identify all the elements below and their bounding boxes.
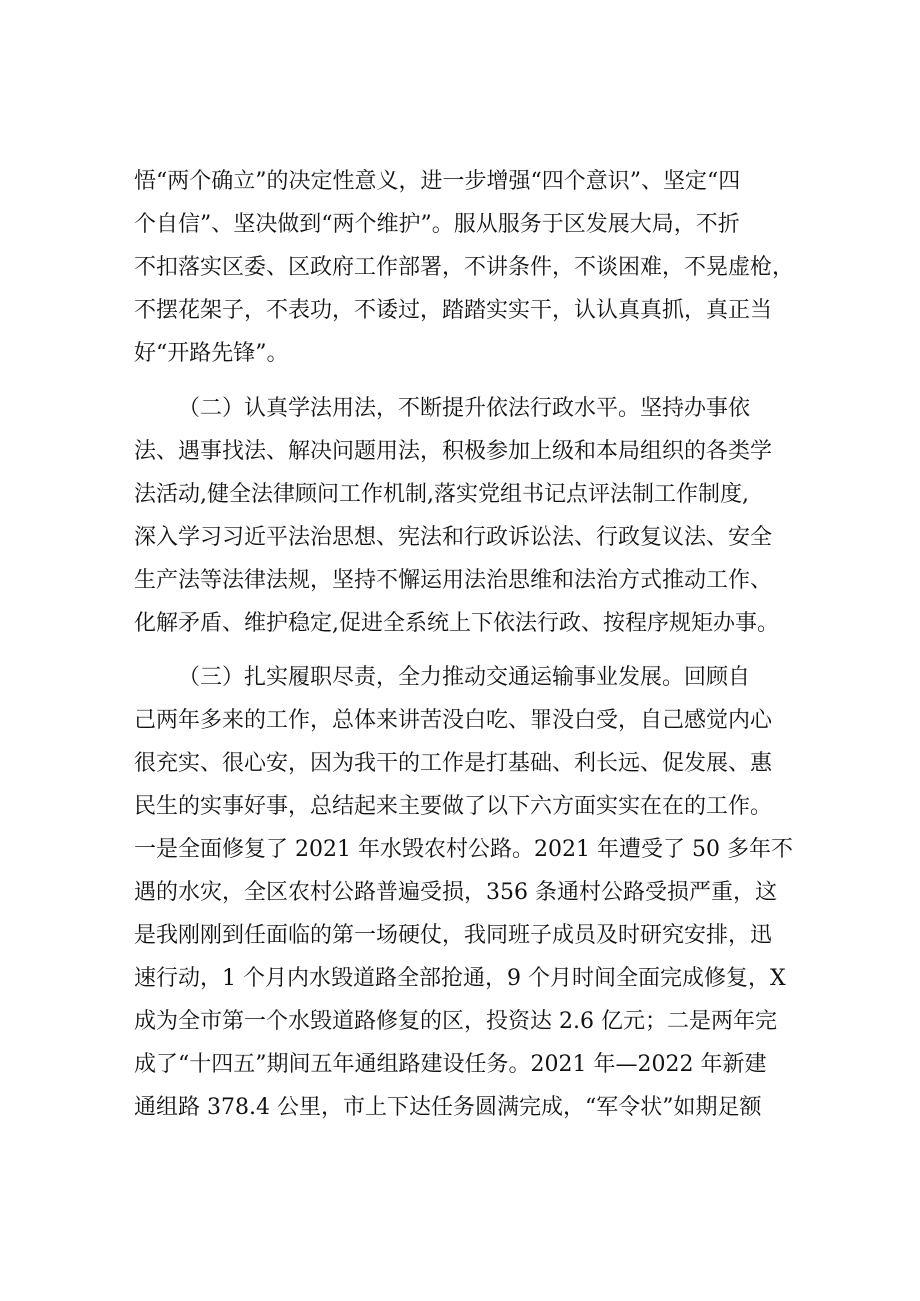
text-line: 深入学习习近平法治思想、宪法和行政诉讼法、行政复议法、安全 [134,525,773,550]
text-line: 速行动，1 个月内水毁道路全部抢通，9 个月时间全面完成修复，X [134,966,786,991]
text-line: 民生的实事好事，总结起来主要做了以下六方面实实在在的工作。 [134,794,773,819]
text-line: 生产法等法律法规，坚持不懈运用法治思维和法治方式推动工作、 [134,568,773,593]
text-line: 一是全面修复了 2021 年水毁农村公路。2021 年遭受了 50 多年不 [134,837,793,862]
text-line: 不摆花架子，不表功，不诿过，踏踏实实干，认认真真抓，真正当 [134,298,773,323]
paragraph-heading-2: （二）认真学法用法，不断提升依法行政水平。坚持办事依 [178,396,751,421]
text-line: 成为全市第一个水毁道路修复的区，投资达 2.6 亿元；二是两年完 [134,1009,777,1034]
text-line: 很充实、很心安，因为我干的工作是打基础、利长远、促发展、惠 [134,751,773,776]
text-line: 好“开路先锋”。 [134,341,289,366]
text-line: 法、遇事找法、解决问题用法，积极参加上级和本局组织的各类学 [134,439,773,464]
text-line: 成了“十四五”期间五年通组路建设任务。2021 年—2022 年新建 [134,1052,767,1077]
text-line: 遇的水灾，全区农村公路普遍受损，356 条通村公路受损严重，这 [134,880,777,905]
text-line: 不扣落实区委、区政府工作部署，不讲条件，不谈困难，不晃虚枪， [134,255,795,280]
text-line: 个自信”、坚决做到“两个维护”。服从服务于区发展大局，不折 [134,212,740,237]
text-line: 己两年多来的工作，总体来讲苦没白吃、罪没白受，自己感觉内心 [134,708,773,733]
text-line: 通组路 378.4 公里，市上下达任务圆满完成，“军令状”如期足额 [134,1095,762,1120]
text-line: 法活动,健全法律顾问工作机制,落实党组书记点评法制工作制度, [134,482,749,507]
text-line: 是我刚刚到任面临的第一场硬仗，我同班子成员及时研究安排，迅 [134,923,773,948]
paragraph-heading-3: （三）扎实履职尽责，全力推动交通运输事业发展。回顾自 [178,665,751,690]
text-line: 化解矛盾、维护稳定,促进全系统上下依法行政、按程序规矩办事。 [134,611,779,636]
text-line: 悟“两个确立”的决定性意义，进一步增强“四个意识”、坚定“四 [134,169,741,194]
